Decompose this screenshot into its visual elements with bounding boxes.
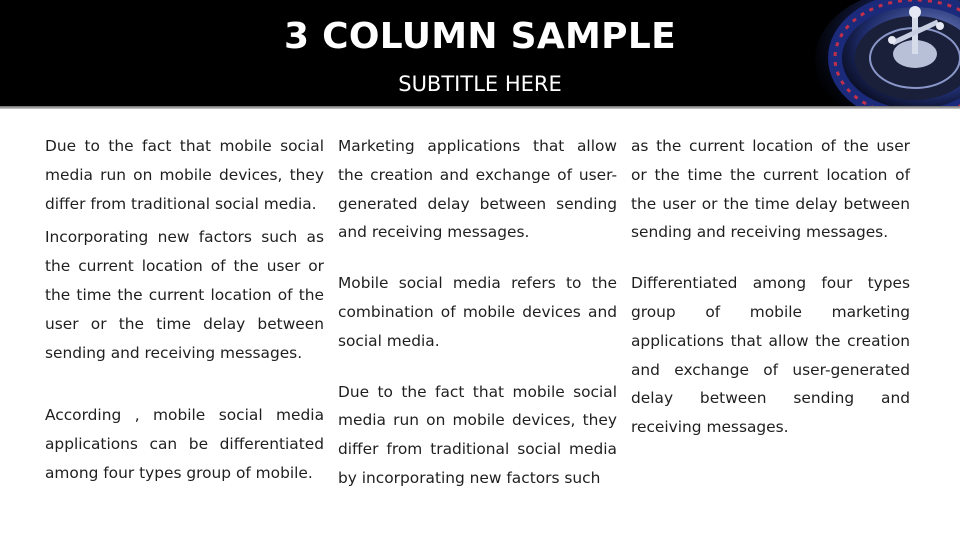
column-2-paragraph-2: Mobile social media refers to the combination of mobile devices and social media. <box>338 274 617 350</box>
slide-title: 3 COLUMN SAMPLE <box>283 16 676 57</box>
header-divider <box>0 106 960 109</box>
column-3-paragraph-1: as the current location of the user or the time the current location of the user or the time delay between sending and receiving messages. <box>631 137 910 242</box>
slide-subtitle: SUBTITLE HERE <box>398 72 562 96</box>
column-1-paragraph-2: Incorporating new factors such as the current location of the user or the time the current location of the user or the time delay between sending and receiving messages. <box>45 228 324 362</box>
text-column-3 <box>631 132 910 442</box>
column-2-paragraph-3: Due to the fact that mobile social media run on mobile devices, they differ from traditional social media by incorporating new factors such <box>338 382 617 487</box>
column-3-paragraph-2: Differentiated among four types group of mobile marketing applications that allow the creation and exchange of user-generated delay between sending and receiving messages. <box>631 274 910 437</box>
column-1-paragraph-1: Due to the fact that mobile social media run on mobile devices, they differ from traditional social media. <box>45 137 324 213</box>
column-1-paragraph-3: According , mobile social media applications can be differentiated among four types group of mobile. <box>45 406 324 482</box>
column-2-paragraph-1: Marketing applications that allow the creation and exchange of user-generated delay between sending and receiving messages. <box>338 137 617 242</box>
header-banner <box>0 0 960 106</box>
text-column-1 <box>45 132 324 488</box>
text-column-2 <box>338 132 617 493</box>
